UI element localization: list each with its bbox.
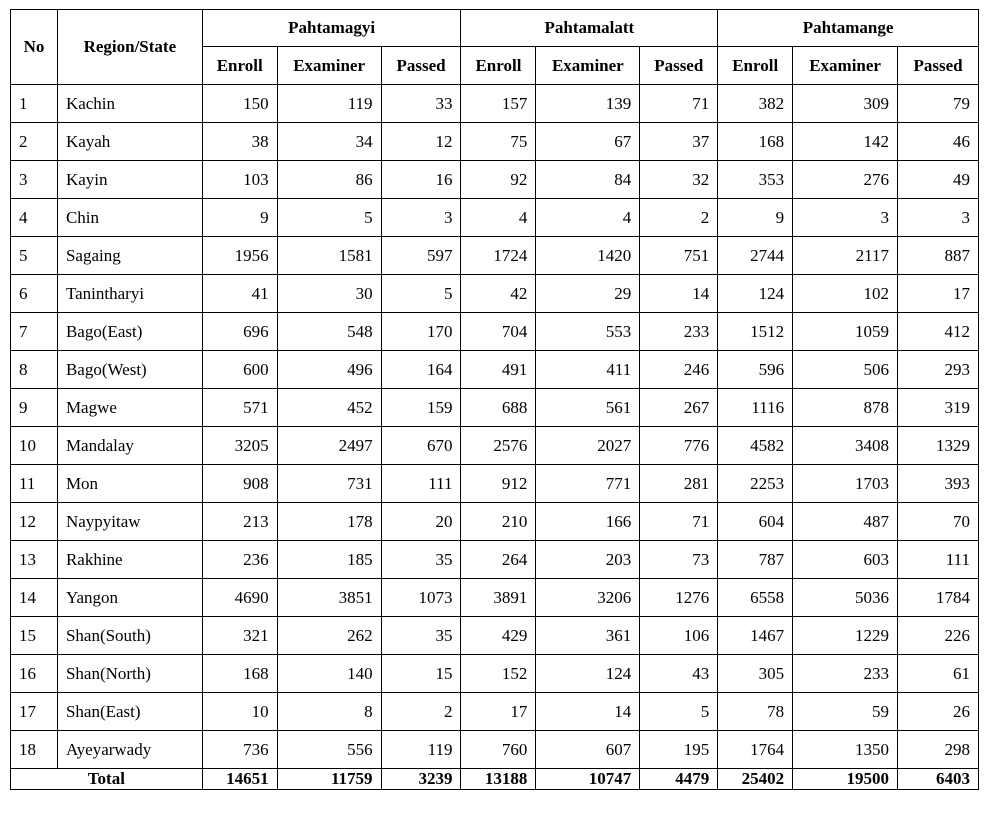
table-row [11, 617, 979, 655]
data-cell: 760 [461, 731, 536, 769]
data-cell: 20 [381, 503, 461, 541]
data-cell: 3408 [793, 427, 898, 465]
header-group-pahtamalatt: Pahtamalatt [461, 10, 718, 47]
table-row [11, 237, 979, 275]
region-name: Shan(South) [57, 617, 202, 655]
data-cell: 124 [536, 655, 640, 693]
region-name: Rakhine [57, 541, 202, 579]
data-cell: 246 [640, 351, 718, 389]
header-passed: Passed [640, 47, 718, 85]
data-cell: 5 [640, 693, 718, 731]
data-cell: 506 [793, 351, 898, 389]
row-number: 16 [11, 655, 58, 693]
data-cell: 382 [718, 85, 793, 123]
data-cell: 3891 [461, 579, 536, 617]
data-cell: 264 [461, 541, 536, 579]
data-cell: 49 [898, 161, 979, 199]
header-enroll: Enroll [718, 47, 793, 85]
data-cell: 35 [381, 541, 461, 579]
region-name: Tanintharyi [57, 275, 202, 313]
data-cell: 4 [536, 199, 640, 237]
data-cell: 607 [536, 731, 640, 769]
data-cell: 37 [640, 123, 718, 161]
header-examiner: Examiner [536, 47, 640, 85]
data-cell: 213 [202, 503, 277, 541]
table-row [11, 427, 979, 465]
data-cell: 696 [202, 313, 277, 351]
table-row [11, 275, 979, 313]
header-examiner: Examiner [277, 47, 381, 85]
data-cell: 14 [640, 275, 718, 313]
data-cell: 164 [381, 351, 461, 389]
table-row [11, 199, 979, 237]
data-cell: 1059 [793, 313, 898, 351]
data-cell: 195 [640, 731, 718, 769]
data-cell: 150 [202, 85, 277, 123]
data-cell: 361 [536, 617, 640, 655]
data-cell: 597 [381, 237, 461, 275]
total-row [11, 769, 979, 790]
data-cell: 1703 [793, 465, 898, 503]
data-cell: 908 [202, 465, 277, 503]
data-cell: 751 [640, 237, 718, 275]
data-cell: 771 [536, 465, 640, 503]
header-group-pahtamagyi: Pahtamagyi [202, 10, 461, 47]
data-cell: 119 [381, 731, 461, 769]
header-enroll: Enroll [202, 47, 277, 85]
data-cell: 41 [202, 275, 277, 313]
data-cell: 59 [793, 693, 898, 731]
table-row [11, 541, 979, 579]
data-cell: 353 [718, 161, 793, 199]
data-cell: 139 [536, 85, 640, 123]
data-cell: 1229 [793, 617, 898, 655]
region-name: Magwe [57, 389, 202, 427]
data-cell: 86 [277, 161, 381, 199]
data-cell: 178 [277, 503, 381, 541]
data-cell: 168 [202, 655, 277, 693]
data-cell: 1724 [461, 237, 536, 275]
data-cell: 111 [381, 465, 461, 503]
region-name: Kayin [57, 161, 202, 199]
data-cell: 67 [536, 123, 640, 161]
row-number: 4 [11, 199, 58, 237]
data-cell: 233 [640, 313, 718, 351]
data-cell: 43 [640, 655, 718, 693]
data-cell: 79 [898, 85, 979, 123]
header-passed: Passed [381, 47, 461, 85]
data-cell: 2253 [718, 465, 793, 503]
data-cell: 92 [461, 161, 536, 199]
row-number: 9 [11, 389, 58, 427]
region-name: Kachin [57, 85, 202, 123]
table-row [11, 465, 979, 503]
table-row [11, 85, 979, 123]
data-cell: 75 [461, 123, 536, 161]
data-cell: 604 [718, 503, 793, 541]
data-cell: 159 [381, 389, 461, 427]
total-cell: 6403 [898, 769, 979, 790]
data-cell: 276 [793, 161, 898, 199]
total-label: Total [11, 769, 203, 790]
region-name: Shan(North) [57, 655, 202, 693]
data-cell: 262 [277, 617, 381, 655]
data-cell: 603 [793, 541, 898, 579]
data-cell: 600 [202, 351, 277, 389]
data-cell: 452 [277, 389, 381, 427]
data-cell: 26 [898, 693, 979, 731]
data-cell: 73 [640, 541, 718, 579]
data-cell: 1467 [718, 617, 793, 655]
data-cell: 429 [461, 617, 536, 655]
data-cell: 140 [277, 655, 381, 693]
region-name: Mon [57, 465, 202, 503]
data-cell: 30 [277, 275, 381, 313]
data-cell: 3206 [536, 579, 640, 617]
data-cell: 42 [461, 275, 536, 313]
data-cell: 10 [202, 693, 277, 731]
data-cell: 1350 [793, 731, 898, 769]
row-number: 8 [11, 351, 58, 389]
data-cell: 6558 [718, 579, 793, 617]
region-name: Mandalay [57, 427, 202, 465]
region-name: Bago(West) [57, 351, 202, 389]
data-cell: 5 [381, 275, 461, 313]
data-cell: 305 [718, 655, 793, 693]
row-number: 12 [11, 503, 58, 541]
row-number: 7 [11, 313, 58, 351]
data-cell: 2744 [718, 237, 793, 275]
data-cell: 878 [793, 389, 898, 427]
table-row [11, 693, 979, 731]
data-cell: 17 [898, 275, 979, 313]
data-cell: 2 [640, 199, 718, 237]
data-cell: 1764 [718, 731, 793, 769]
data-cell: 571 [202, 389, 277, 427]
data-cell: 168 [718, 123, 793, 161]
data-cell: 596 [718, 351, 793, 389]
data-cell: 731 [277, 465, 381, 503]
data-cell: 1956 [202, 237, 277, 275]
data-cell: 887 [898, 237, 979, 275]
row-number: 6 [11, 275, 58, 313]
data-cell: 267 [640, 389, 718, 427]
data-cell: 548 [277, 313, 381, 351]
data-cell: 78 [718, 693, 793, 731]
data-cell: 226 [898, 617, 979, 655]
region-name: Sagaing [57, 237, 202, 275]
data-cell: 1329 [898, 427, 979, 465]
data-cell: 293 [898, 351, 979, 389]
data-cell: 170 [381, 313, 461, 351]
data-cell: 281 [640, 465, 718, 503]
data-cell: 61 [898, 655, 979, 693]
row-number: 10 [11, 427, 58, 465]
data-cell: 38 [202, 123, 277, 161]
data-cell: 2576 [461, 427, 536, 465]
data-cell: 912 [461, 465, 536, 503]
data-cell: 411 [536, 351, 640, 389]
data-cell: 17 [461, 693, 536, 731]
table-row [11, 351, 979, 389]
data-cell: 157 [461, 85, 536, 123]
data-cell: 2117 [793, 237, 898, 275]
row-number: 3 [11, 161, 58, 199]
data-cell: 1784 [898, 579, 979, 617]
data-cell: 319 [898, 389, 979, 427]
data-cell: 46 [898, 123, 979, 161]
data-cell: 119 [277, 85, 381, 123]
region-name: Yangon [57, 579, 202, 617]
data-cell: 487 [793, 503, 898, 541]
data-cell: 71 [640, 503, 718, 541]
total-cell: 10747 [536, 769, 640, 790]
header-no: No [11, 10, 58, 85]
total-cell: 4479 [640, 769, 718, 790]
data-cell: 166 [536, 503, 640, 541]
data-cell: 124 [718, 275, 793, 313]
data-cell: 2497 [277, 427, 381, 465]
table-row [11, 389, 979, 427]
total-cell: 19500 [793, 769, 898, 790]
row-number: 1 [11, 85, 58, 123]
data-cell: 1073 [381, 579, 461, 617]
data-cell: 3 [793, 199, 898, 237]
data-cell: 9 [202, 199, 277, 237]
data-cell: 553 [536, 313, 640, 351]
exam-results-table [10, 9, 979, 790]
data-cell: 84 [536, 161, 640, 199]
data-cell: 688 [461, 389, 536, 427]
data-cell: 185 [277, 541, 381, 579]
header-enroll: Enroll [461, 47, 536, 85]
header-row-groups [11, 10, 979, 47]
table-row [11, 579, 979, 617]
region-name: Kayah [57, 123, 202, 161]
data-cell: 142 [793, 123, 898, 161]
data-cell: 298 [898, 731, 979, 769]
total-cell: 14651 [202, 769, 277, 790]
data-cell: 106 [640, 617, 718, 655]
header-region: Region/State [57, 10, 202, 85]
data-cell: 2 [381, 693, 461, 731]
header-group-pahtamange: Pahtamange [718, 10, 979, 47]
table-row [11, 123, 979, 161]
header-examiner: Examiner [793, 47, 898, 85]
region-name: Shan(East) [57, 693, 202, 731]
data-cell: 4582 [718, 427, 793, 465]
data-cell: 70 [898, 503, 979, 541]
data-cell: 3205 [202, 427, 277, 465]
data-cell: 233 [793, 655, 898, 693]
data-cell: 309 [793, 85, 898, 123]
data-cell: 412 [898, 313, 979, 351]
data-cell: 8 [277, 693, 381, 731]
data-cell: 1276 [640, 579, 718, 617]
row-number: 2 [11, 123, 58, 161]
data-cell: 1116 [718, 389, 793, 427]
data-cell: 5036 [793, 579, 898, 617]
data-cell: 16 [381, 161, 461, 199]
data-cell: 4690 [202, 579, 277, 617]
data-cell: 736 [202, 731, 277, 769]
data-cell: 3 [381, 199, 461, 237]
data-cell: 393 [898, 465, 979, 503]
data-cell: 787 [718, 541, 793, 579]
data-cell: 103 [202, 161, 277, 199]
data-cell: 491 [461, 351, 536, 389]
data-cell: 4 [461, 199, 536, 237]
region-name: Naypyitaw [57, 503, 202, 541]
row-number: 17 [11, 693, 58, 731]
header-passed: Passed [898, 47, 979, 85]
row-number: 5 [11, 237, 58, 275]
data-cell: 102 [793, 275, 898, 313]
table-row [11, 655, 979, 693]
total-cell: 3239 [381, 769, 461, 790]
data-cell: 9 [718, 199, 793, 237]
data-cell: 561 [536, 389, 640, 427]
data-cell: 12 [381, 123, 461, 161]
table-row [11, 731, 979, 769]
data-cell: 34 [277, 123, 381, 161]
data-cell: 203 [536, 541, 640, 579]
table-row [11, 161, 979, 199]
data-cell: 14 [536, 693, 640, 731]
data-cell: 2027 [536, 427, 640, 465]
data-cell: 496 [277, 351, 381, 389]
total-cell: 25402 [718, 769, 793, 790]
row-number: 11 [11, 465, 58, 503]
region-name: Bago(East) [57, 313, 202, 351]
data-cell: 152 [461, 655, 536, 693]
data-cell: 29 [536, 275, 640, 313]
row-number: 13 [11, 541, 58, 579]
data-cell: 32 [640, 161, 718, 199]
data-cell: 111 [898, 541, 979, 579]
data-cell: 670 [381, 427, 461, 465]
data-cell: 5 [277, 199, 381, 237]
data-cell: 1420 [536, 237, 640, 275]
data-cell: 210 [461, 503, 536, 541]
data-cell: 15 [381, 655, 461, 693]
data-cell: 3851 [277, 579, 381, 617]
row-number: 18 [11, 731, 58, 769]
data-cell: 35 [381, 617, 461, 655]
table-row [11, 503, 979, 541]
data-cell: 1581 [277, 237, 381, 275]
data-cell: 71 [640, 85, 718, 123]
data-cell: 704 [461, 313, 536, 351]
total-cell: 11759 [277, 769, 381, 790]
data-cell: 33 [381, 85, 461, 123]
data-cell: 776 [640, 427, 718, 465]
data-cell: 236 [202, 541, 277, 579]
region-name: Ayeyarwady [57, 731, 202, 769]
row-number: 14 [11, 579, 58, 617]
data-cell: 1512 [718, 313, 793, 351]
row-number: 15 [11, 617, 58, 655]
data-cell: 321 [202, 617, 277, 655]
data-cell: 556 [277, 731, 381, 769]
total-cell: 13188 [461, 769, 536, 790]
table-row [11, 313, 979, 351]
region-name: Chin [57, 199, 202, 237]
data-cell: 3 [898, 199, 979, 237]
